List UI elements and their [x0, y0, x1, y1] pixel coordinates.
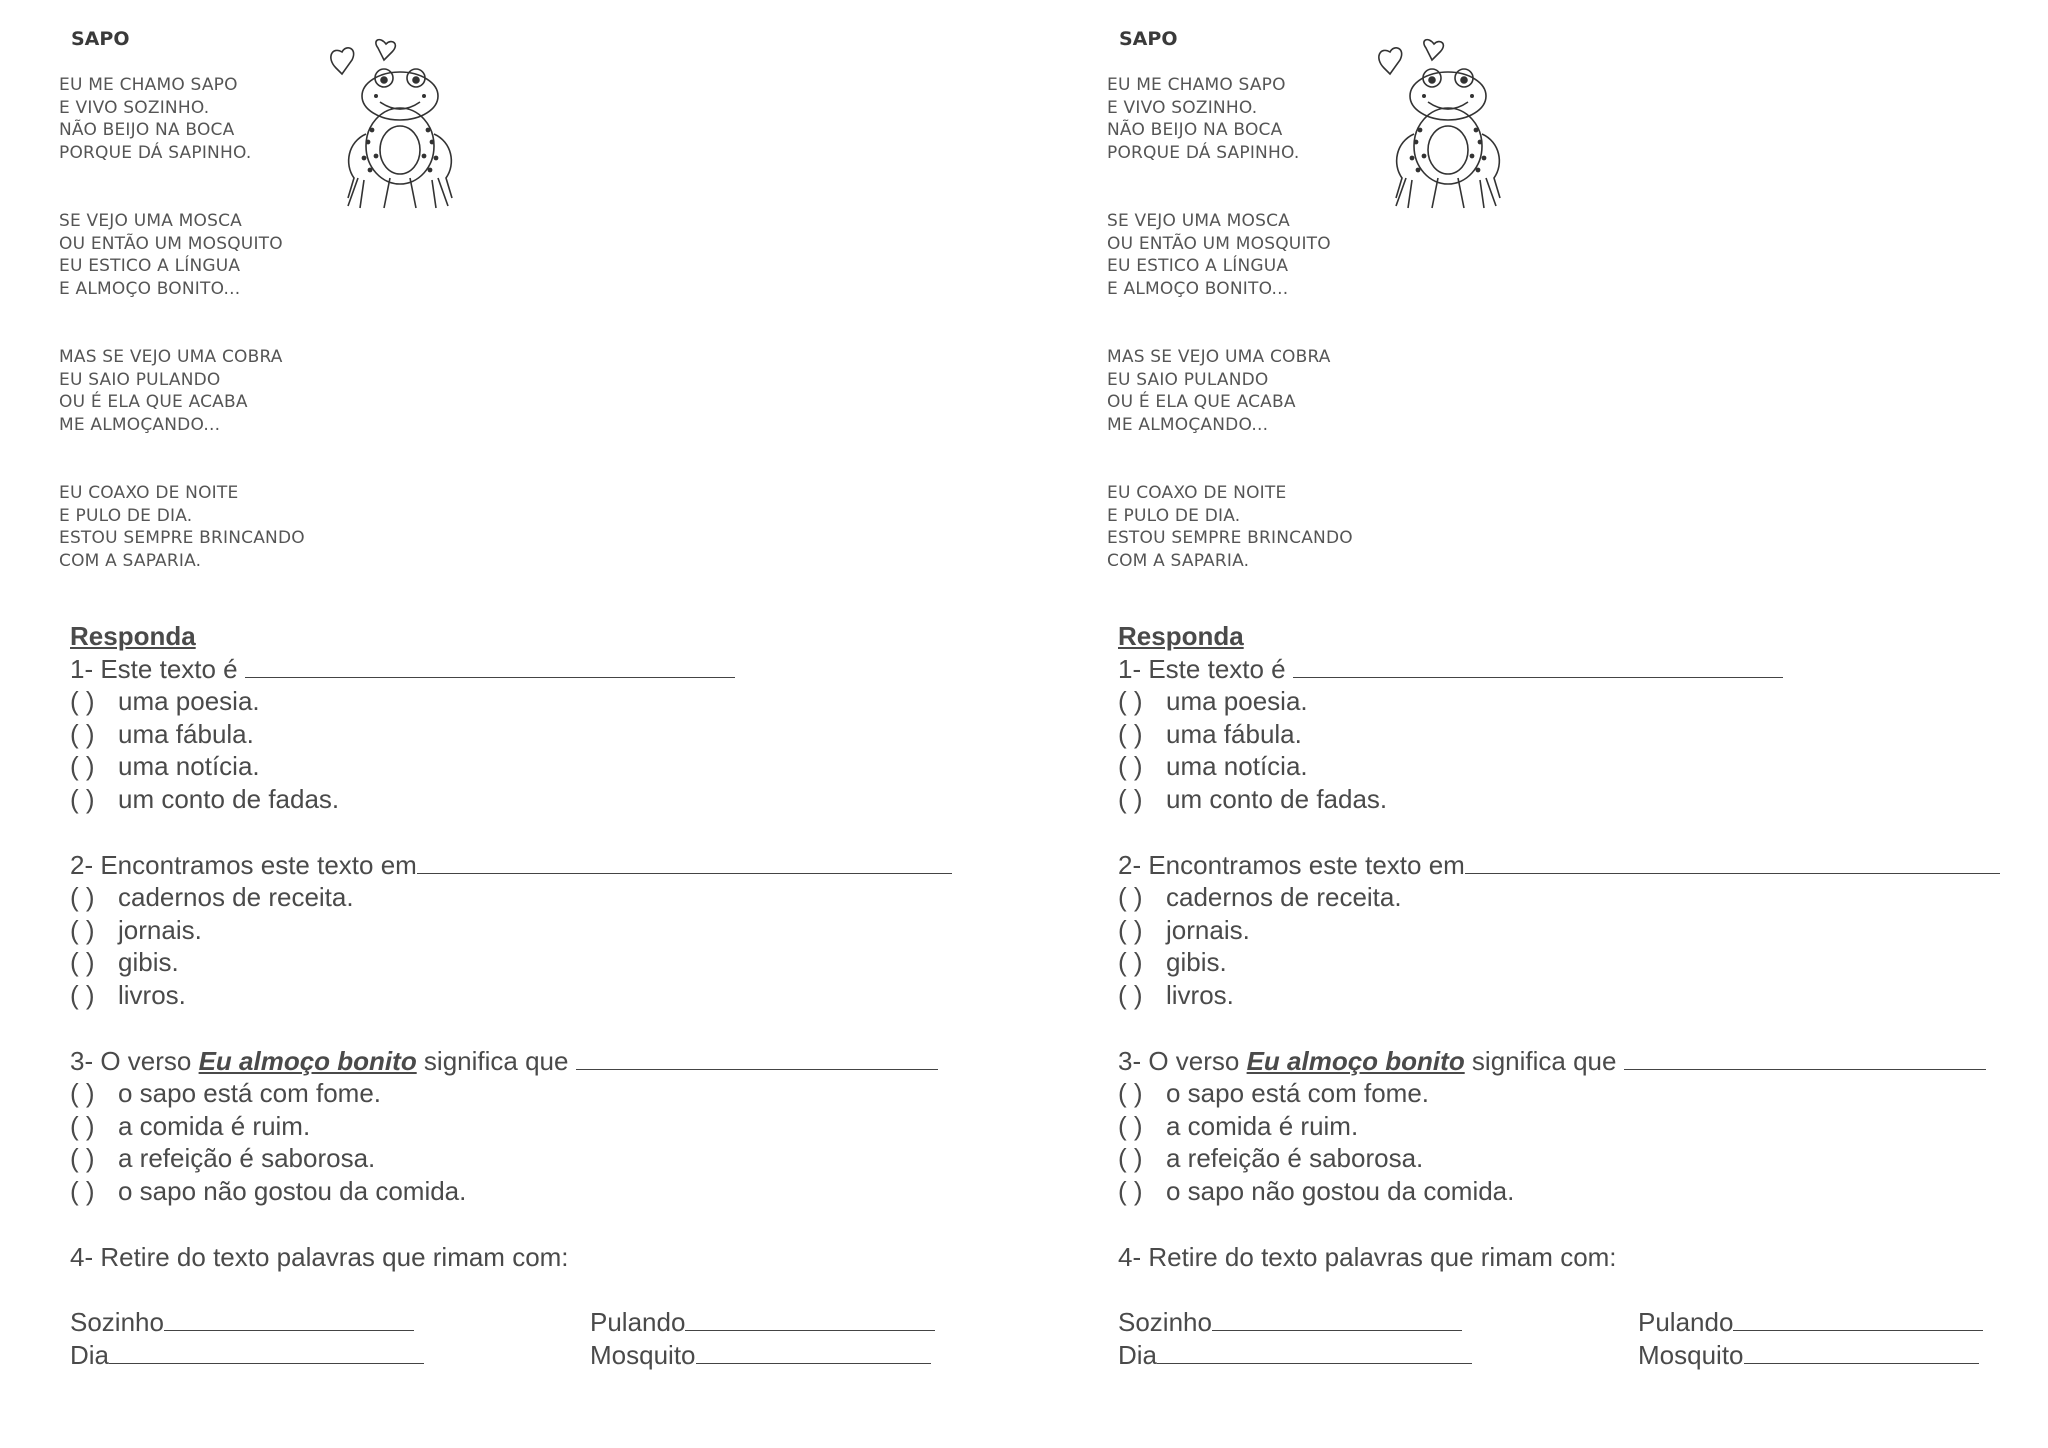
worksheet-copy-right: [1048, 0, 2048, 1448]
question-2-prompt: 2- Encontramos este texto em: [1118, 849, 1465, 880]
rhyme-word: Mosquito: [1638, 1339, 1744, 1370]
answer-blank[interactable]: [1744, 1341, 1979, 1364]
poem-line: OU ENTÃO UM MOSQUITO: [1107, 233, 1331, 254]
option-label: a comida é ruim.: [1166, 1110, 1359, 1141]
question-3: [1118, 1045, 2048, 1078]
option-label: uma poesia.: [118, 686, 260, 717]
checkbox-paren[interactable]: ( ): [1118, 718, 1143, 749]
checkbox-paren[interactable]: ( ): [70, 1078, 95, 1109]
option-label: a refeição é saborosa.: [118, 1143, 376, 1174]
poem-line: PORQUE DÁ SAPINHO.: [59, 142, 252, 163]
option-item[interactable]: [1118, 946, 2048, 979]
answer-blank[interactable]: [164, 1308, 414, 1331]
checkbox-paren[interactable]: ( ): [1118, 1078, 1143, 1109]
option-item[interactable]: [1118, 1077, 2048, 1110]
frog-illustration: [318, 38, 478, 210]
poem-line: EU SAIO PULANDO: [1107, 369, 1269, 390]
option-item[interactable]: [1118, 685, 2048, 718]
question-2-prompt: 2- Encontramos este texto em: [70, 849, 417, 880]
checkbox-paren[interactable]: ( ): [70, 718, 95, 749]
option-label: a refeição é saborosa.: [1166, 1143, 1424, 1174]
option-label: uma notícia.: [1166, 751, 1308, 782]
rhyme-word: Sozinho: [70, 1307, 164, 1338]
option-item[interactable]: [70, 1077, 1010, 1110]
poem-line: OU É ELA QUE ACABA: [1107, 392, 1296, 412]
checkbox-paren[interactable]: ( ): [1118, 686, 1143, 717]
poem-line: E PULO DE DIA.: [1107, 505, 1241, 526]
question-2: [1118, 849, 2048, 882]
answer-blank[interactable]: [1157, 1341, 1472, 1364]
option-label: cadernos de receita.: [1166, 882, 1402, 913]
poem-line: E VIVO SOZINHO.: [59, 97, 210, 118]
rhyme-row: [1118, 1339, 2048, 1372]
poem-stanza-2: [59, 210, 283, 300]
answer-blank[interactable]: [1293, 655, 1783, 678]
poem-stanza-3: [1107, 346, 1331, 436]
frog-illustration: [1366, 38, 1526, 210]
poem-line: E ALMOÇO BONITO...: [59, 278, 241, 299]
poem-line: EU ME CHAMO SAPO: [59, 75, 238, 95]
option-label: cadernos de receita.: [118, 882, 354, 913]
checkbox-paren[interactable]: ( ): [70, 979, 95, 1010]
option-item[interactable]: [1118, 1142, 2048, 1175]
poem-line: PORQUE DÁ SAPINHO.: [1107, 142, 1300, 163]
checkbox-paren[interactable]: ( ): [70, 1110, 95, 1141]
poem-line: MAS SE VEJO UMA COBRA: [59, 347, 283, 367]
rhyme-row: [1118, 1306, 2048, 1339]
answer-blank[interactable]: [1465, 851, 2000, 874]
poem-line: EU SAIO PULANDO: [59, 369, 221, 390]
poem-line: ESTOU SEMPRE BRINCANDO: [59, 528, 305, 548]
poem-title: SAPO: [1119, 28, 1178, 50]
answer-blank[interactable]: [576, 1047, 938, 1070]
poem-stanza-1: [59, 74, 251, 164]
option-label: uma notícia.: [118, 751, 260, 782]
checkbox-paren[interactable]: ( ): [1118, 783, 1143, 814]
checkbox-paren[interactable]: ( ): [70, 1175, 95, 1206]
answer-blank[interactable]: [1212, 1308, 1462, 1331]
option-label: uma fábula.: [118, 718, 254, 749]
poem-stanza-1: [1107, 74, 1299, 164]
option-item[interactable]: [70, 979, 1010, 1012]
question-4: 4- Retire do texto palavras que rimam com:: [70, 1241, 569, 1272]
poem-line: E PULO DE DIA.: [59, 505, 193, 526]
option-item[interactable]: [70, 685, 1010, 718]
poem-line: NÃO BEIJO NA BOCA: [59, 120, 235, 140]
poem-line: SE VEJO UMA MOSCA: [59, 211, 242, 231]
option-item[interactable]: [1118, 750, 2048, 783]
option-item[interactable]: [70, 946, 1010, 979]
questions-section: [1118, 620, 2048, 1371]
poem-line: ESTOU SEMPRE BRINCANDO: [1107, 528, 1353, 548]
poem-line: COM A SAPARIA.: [1107, 550, 1250, 571]
poem-stanza-4: [1107, 482, 1353, 572]
rhyme-row: [70, 1339, 1010, 1372]
question-2: [70, 849, 1010, 882]
option-item[interactable]: [1118, 979, 2048, 1012]
verse-emphasis: Eu almoço bonito: [1246, 1045, 1465, 1076]
answer-blank[interactable]: [1624, 1047, 1986, 1070]
option-label: um conto de fadas.: [1166, 783, 1388, 814]
option-item[interactable]: [70, 1142, 1010, 1175]
poem-line: E ALMOÇO BONITO...: [1107, 278, 1289, 299]
option-label: um conto de fadas.: [118, 783, 340, 814]
option-item[interactable]: [1118, 1110, 2048, 1143]
option-item[interactable]: [1118, 718, 2048, 751]
poem-line: EU COAXO DE NOITE: [1107, 483, 1287, 503]
poem-line: NÃO BEIJO NA BOCA: [1107, 120, 1283, 140]
question-1: [70, 653, 1010, 686]
poem-stanza-3: [59, 346, 283, 436]
poem-line: MAS SE VEJO UMA COBRA: [1107, 347, 1331, 367]
option-label: jornais.: [1166, 914, 1250, 945]
checkbox-paren[interactable]: ( ): [1118, 947, 1143, 978]
option-label: gibis.: [1166, 947, 1227, 978]
rhyme-word: Sozinho: [1118, 1307, 1212, 1338]
poem-line: EU ESTICO A LÍNGUA: [1107, 256, 1289, 276]
poem-line: EU COAXO DE NOITE: [59, 483, 239, 503]
verse-emphasis: Eu almoço bonito: [198, 1045, 417, 1076]
answer-blank[interactable]: [245, 655, 735, 678]
option-item[interactable]: [70, 1110, 1010, 1143]
checkbox-paren[interactable]: ( ): [1118, 1175, 1143, 1206]
checkbox-paren[interactable]: ( ): [70, 783, 95, 814]
option-label: o sapo não gostou da comida.: [1166, 1175, 1515, 1206]
rhyme-word: Pulando: [590, 1307, 686, 1338]
option-item[interactable]: [1118, 881, 2048, 914]
answer-blank[interactable]: [1733, 1308, 1983, 1331]
option-label: a comida é ruim.: [118, 1110, 311, 1141]
option-label: o sapo está com fome.: [1166, 1078, 1430, 1109]
checkbox-paren[interactable]: ( ): [1118, 914, 1143, 945]
answer-blank[interactable]: [417, 851, 952, 874]
checkbox-paren[interactable]: ( ): [1118, 751, 1143, 782]
checkbox-paren[interactable]: ( ): [70, 947, 95, 978]
checkbox-paren[interactable]: ( ): [70, 1143, 95, 1174]
checkbox-paren[interactable]: ( ): [70, 751, 95, 782]
option-label: o sapo está com fome.: [118, 1078, 382, 1109]
option-label: livros.: [1166, 979, 1234, 1010]
checkbox-paren[interactable]: ( ): [70, 914, 95, 945]
poem-stanza-2: [1107, 210, 1331, 300]
question-4: 4- Retire do texto palavras que rimam com:: [1118, 1241, 1617, 1272]
checkbox-paren[interactable]: ( ): [1118, 1143, 1143, 1174]
poem-line: OU ENTÃO UM MOSQUITO: [59, 233, 283, 254]
question-3-prompt-end: significa que: [1464, 1045, 1624, 1076]
answer-blank[interactable]: [109, 1341, 424, 1364]
option-item[interactable]: [70, 718, 1010, 751]
question-3-prompt-end: significa que: [416, 1045, 576, 1076]
answer-blank[interactable]: [696, 1341, 931, 1364]
option-item[interactable]: [70, 1175, 1010, 1208]
rhyme-word: Mosquito: [590, 1339, 696, 1370]
rhyme-word: Dia: [70, 1339, 110, 1370]
checkbox-paren[interactable]: ( ): [70, 882, 95, 913]
responda-heading: Responda: [1118, 621, 1244, 651]
responda-heading: Responda: [70, 621, 196, 651]
rhyme-word: Dia: [1118, 1339, 1158, 1370]
option-item[interactable]: [70, 881, 1010, 914]
option-item[interactable]: [1118, 914, 2048, 947]
option-label: jornais.: [118, 914, 202, 945]
question-3-prompt: 3- O verso: [70, 1045, 199, 1076]
option-item[interactable]: [70, 783, 1010, 816]
questions-section: [70, 620, 1010, 1371]
checkbox-paren[interactable]: ( ): [1118, 882, 1143, 913]
question-1: [1118, 653, 2048, 686]
option-label: gibis.: [118, 947, 179, 978]
question-3: [70, 1045, 1010, 1078]
question-1-prompt: 1- Este texto é: [70, 653, 245, 684]
option-item[interactable]: [70, 914, 1010, 947]
answer-blank[interactable]: [685, 1308, 935, 1331]
poem-title: SAPO: [71, 28, 130, 50]
option-item[interactable]: [70, 750, 1010, 783]
poem-line: ME ALMOÇANDO...: [59, 414, 221, 435]
rhyme-row: [70, 1306, 1010, 1339]
option-label: livros.: [118, 979, 186, 1010]
poem-line: OU É ELA QUE ACABA: [59, 392, 248, 412]
poem-line: EU ME CHAMO SAPO: [1107, 75, 1286, 95]
question-1-prompt: 1- Este texto é: [1118, 653, 1293, 684]
poem-line: EU ESTICO A LÍNGUA: [59, 256, 241, 276]
option-label: uma fábula.: [1166, 718, 1302, 749]
rhyme-word: Pulando: [1638, 1307, 1734, 1338]
checkbox-paren[interactable]: ( ): [1118, 979, 1143, 1010]
poem-line: ME ALMOÇANDO...: [1107, 414, 1269, 435]
poem-line: E VIVO SOZINHO.: [1107, 97, 1258, 118]
option-label: uma poesia.: [1166, 686, 1308, 717]
poem-line: SE VEJO UMA MOSCA: [1107, 211, 1290, 231]
option-item[interactable]: [1118, 1175, 2048, 1208]
option-label: o sapo não gostou da comida.: [118, 1175, 467, 1206]
checkbox-paren[interactable]: ( ): [1118, 1110, 1143, 1141]
option-item[interactable]: [1118, 783, 2048, 816]
poem-line: COM A SAPARIA.: [59, 550, 202, 571]
question-3-prompt: 3- O verso: [1118, 1045, 1247, 1076]
poem-stanza-4: [59, 482, 305, 572]
checkbox-paren[interactable]: ( ): [70, 686, 95, 717]
